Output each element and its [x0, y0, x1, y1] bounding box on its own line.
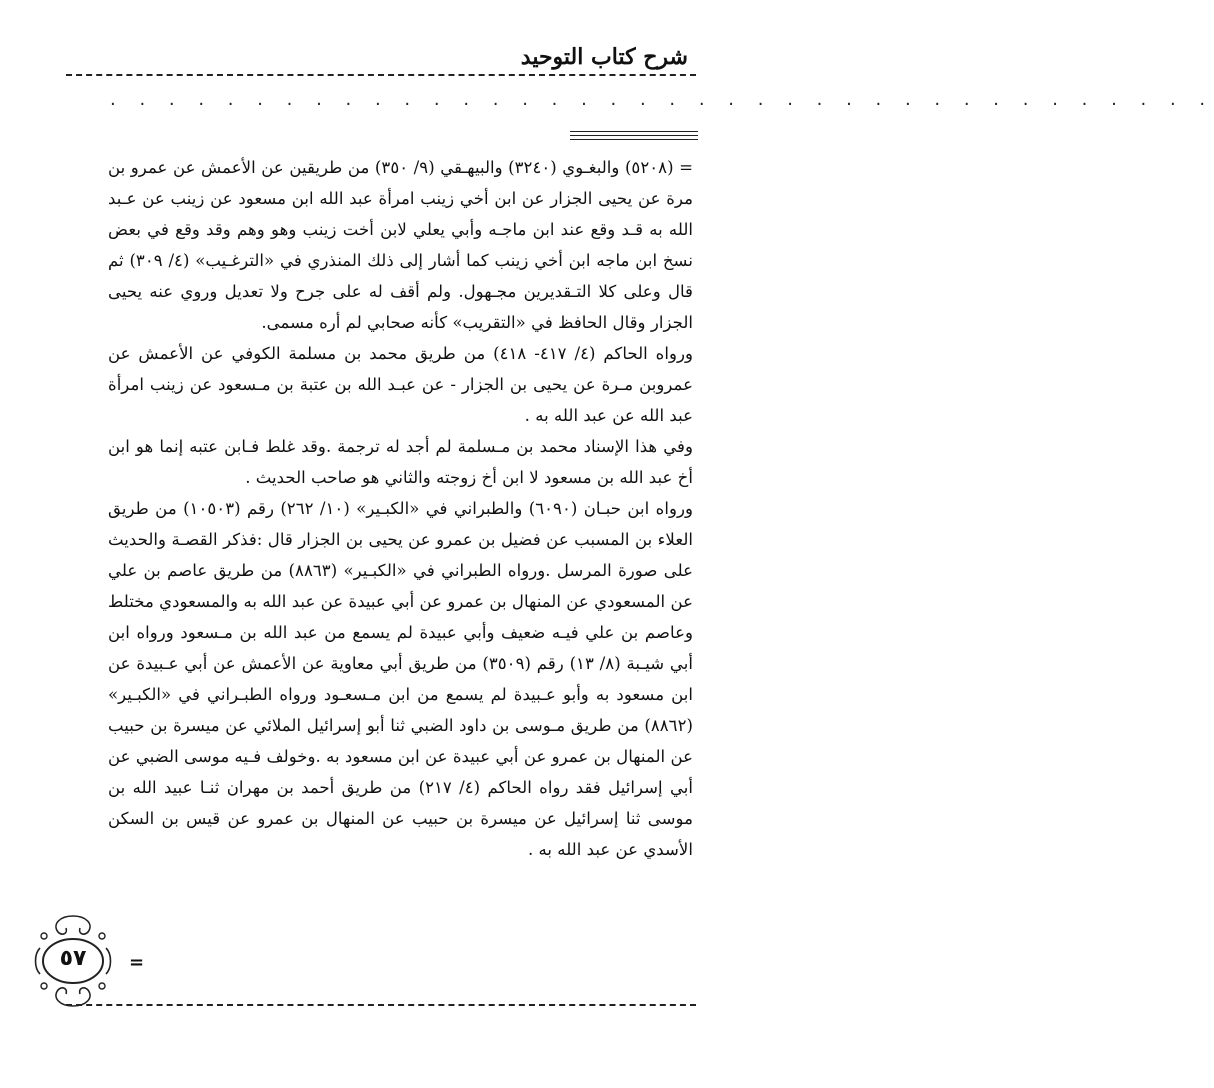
- footnote-paragraph: ورواه ابن حبـان (٦٠٩٠) والطبراني في «الكبـير» (١٠/ ٢٦٢) رقم (١٠٥٠٣) من طريق العلاء بن المسبب عن فضيل بن عمرو عن يحيى بن الجزار قال :فذكر القصـة والحديث على صورة المرسل .ورواه الطبراني في «الكبـير» (٨٨٦٣) من طريق عاصم بن علي عن المسعودي عن المنهال بن عمرو عن أبي عبيدة عن عبد الله به والمسعودي مختلط وعاصم بن علي فيـه ضعيف وأبي عبيدة لم يسمع من عبد الله بن مـسعود ورواه ابن أبي شيـبة (٨/ ١٣) رقم (٣٥٠٩) من طريق أبي معاوية عن الأعمش عن أبي عـبيدة عن ابن مسعود به وأبو عـبيدة لم يسمع من ابن مـسعـود ورواه الطبـراني في «الكبـير» (٨٨٦٢) من طريق مـوسى بن داود الضبي ثنا أبو إسرائيل الملائي عن ميسرة بن حبيب عن المنهال بن عمرو عن أبي عبيدة عن ابن مسعود به .وخولف فـيه موسى الضبي عن أبي إسرائيل فقد رواه الحاكم (٤/ ٢١٧) من طريق أحمد بن مهران ثنـا عبيد الله بن موسى ثنا إسرائيل عن ميسرة بن حبيب عن المنهال بن عمرو عن قيس بن السكن الأسدي عن عبد الله به .: [108, 499, 694, 859]
- footnote-separator: [570, 131, 698, 139]
- book-title: شرح كتاب التوحيد: [520, 44, 688, 70]
- footnotes-section: [108, 152, 693, 865]
- page-number: ٥٧: [59, 946, 87, 971]
- page-number-ornament: [30, 908, 116, 1014]
- header-rule: [66, 74, 696, 76]
- footnote-paragraph: وفي هذا الإسناد محمد بن مـسلمة لم أجد له ترجمة .وقد غلط فـابن عتبه إنما هو ابن أخ عبد الله بن مسعود لا ابن أخ زوجته والثاني هو صاحب الحديث .: [108, 437, 693, 487]
- page-header: [68, 36, 688, 76]
- continuation-mark: =: [129, 952, 145, 973]
- dotted-separator: · · · · · · · · · · · · · · · · · · · · · · · · · · · · · · · · · · · · · ·: [110, 94, 1214, 115]
- footnote-paragraph: = (٥٢٠٨) والبغـوي (٣٢٤٠) والبيهـقي (٩/ ٣٥٠) من طريقين عن الأعمش عن عمرو بن مرة عن يحيى الجزار عن ابن أخي زينب امرأة عبد الله ابن مسعود عن زينب عن عـبد الله به قـد وقع عند ابن ماجـه وأبي يعلي لابن أخت زينب وهو وهم وقد وقع في بعض نسخ ابن ماجه ابن أخي زينب كما أشار إلى ذلك المنذري في «الترغـيب» (٤/ ٣٠٩) ثم قال وعلى كلا التـقديرين مجـهول. ولم أقف له على جرح ولا تعديل وروي عنه يحيى الجزار وقال الحافظ في «التقريب» كأنه صحابي لم أره مسمى.: [108, 158, 693, 332]
- footnote-paragraph: ورواه الحاكم (٤/ ٤١٧- ٤١٨) من طريق محمد بن مسلمة الكوفي عن الأعمش عن عمروبن مـرة عن يحيى بن الجزار - عن عبـد الله بن عتبة بن مـسعود عن زينب امرأة عبد الله عن عبد الله به .: [108, 344, 693, 425]
- footer-rule: [66, 1004, 696, 1006]
